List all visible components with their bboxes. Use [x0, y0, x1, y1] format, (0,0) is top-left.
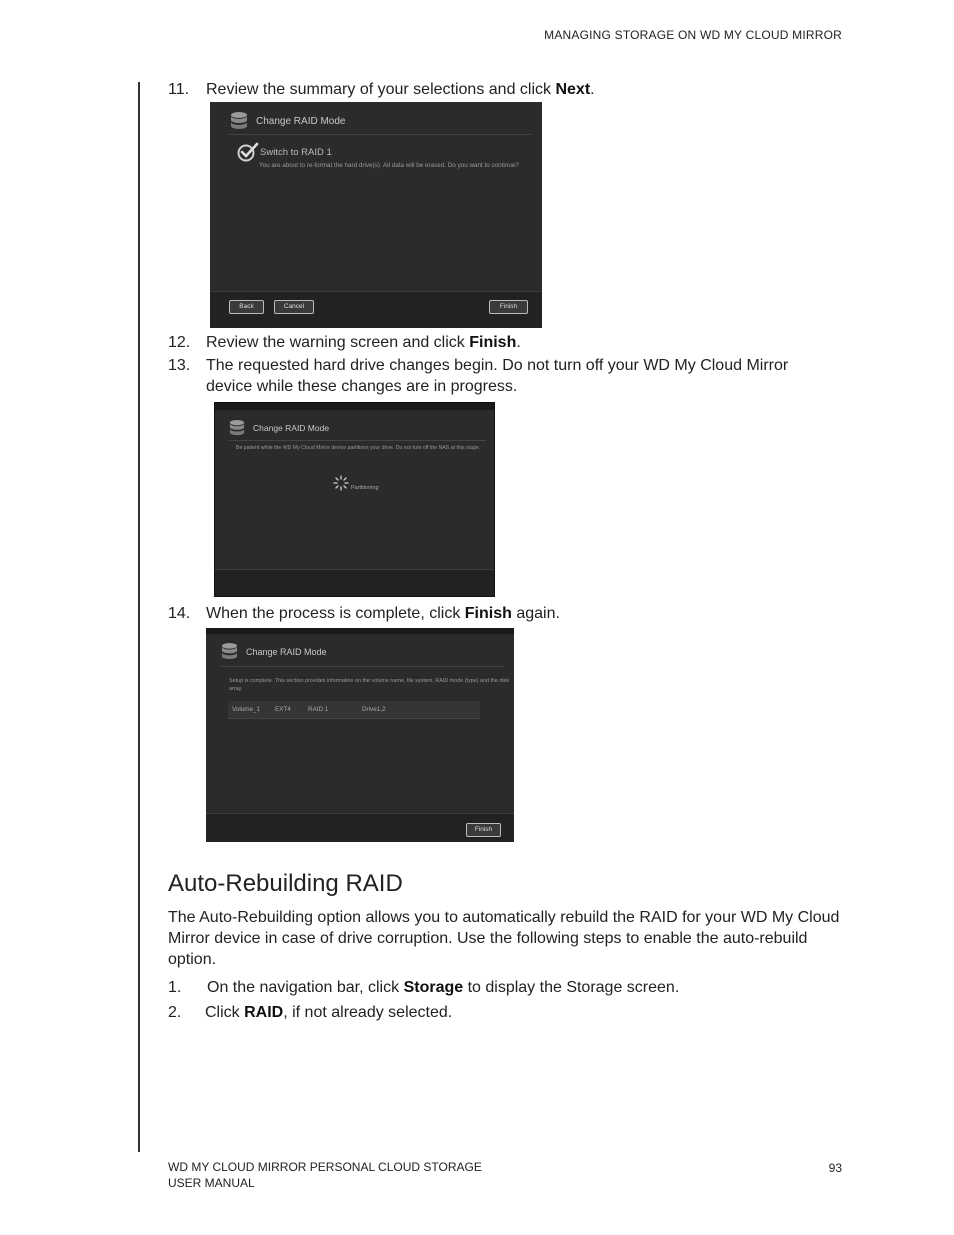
dialog-title: Change RAID Mode — [256, 115, 346, 127]
confirm-heading-row — [237, 142, 332, 162]
divider — [229, 440, 486, 441]
spinner-icon — [333, 475, 349, 491]
step-text-post: to display the Storage screen. — [463, 979, 680, 996]
step-text-pre: When the process is complete, click — [206, 605, 465, 622]
progress-message: Be patient while the WD My Cloud Mirror device partitions your drive. Do not turn off the NAS at this stage. — [236, 445, 481, 451]
step-text-bold: RAID — [244, 1004, 284, 1021]
back-button[interactable]: Back — [229, 300, 264, 314]
page-number: 93 — [828, 1161, 842, 1175]
step-text-post: again. — [511, 605, 560, 622]
step-text-pre: Click — [205, 1004, 245, 1021]
step-number: 14. — [168, 605, 191, 622]
step-text — [206, 603, 846, 624]
footer-line-1: WD MY CLOUD MIRROR PERSONAL CLOUD STORAGE — [168, 1160, 482, 1174]
step-text: The requested hard drive changes begin. Do not turn off your WD My Cloud Mirror device while these changes are in progress. — [206, 357, 789, 395]
dialog-footer — [215, 569, 494, 596]
finish-button[interactable]: Finish — [489, 300, 528, 314]
step-number: 2. — [168, 1004, 182, 1021]
volume-name: Volume_1 — [232, 706, 261, 713]
divider — [228, 134, 532, 135]
step-text — [207, 977, 847, 998]
step-text-post: , if not already selected. — [283, 1004, 453, 1021]
divider — [221, 666, 504, 667]
confirm-message: You are about to re-format the hard drive(s). All data will be erased. Do you want to continue? — [259, 162, 519, 169]
finish-button[interactable]: Finish — [466, 823, 501, 837]
progress-status: Partitioning — [351, 485, 379, 491]
step-14 — [168, 603, 868, 625]
completion-message: Setup is complete. This section provides information on the volume name, file system, RAID mode (type) and the disk array. — [229, 678, 510, 692]
footer-title — [168, 1159, 482, 1191]
screenshot-complete — [206, 628, 514, 842]
top-band — [206, 628, 514, 634]
step-text-pre: Review the warning screen and click — [206, 334, 470, 351]
step-text-bold: Next — [555, 81, 591, 98]
step-11 — [168, 79, 868, 101]
section-title: Auto-Rebuilding RAID — [168, 870, 403, 897]
step-text-bold: Finish — [464, 605, 512, 622]
dialog-title: Change RAID Mode — [253, 423, 330, 433]
database-icon — [221, 642, 238, 661]
screenshot-partitioning — [214, 402, 495, 597]
step-text — [206, 79, 846, 100]
disk-array: Drive1,2 — [362, 706, 386, 713]
section-step-2 — [168, 1002, 868, 1024]
step-12 — [168, 332, 868, 354]
section-paragraph: The Auto-Rebuilding option allows you to automatically rebuild the RAID for your WD My Cloud Mirror device in case of drive corruption. Use the following steps to enable the auto-rebuild option. — [168, 909, 840, 968]
checkmark-icon — [237, 142, 259, 162]
screenshot-switch-raid — [210, 102, 542, 328]
step-text-post: . — [590, 81, 595, 98]
step-text-bold: Finish — [469, 334, 517, 351]
running-header: MANAGING STORAGE ON WD MY CLOUD MIRROR — [544, 28, 842, 42]
step-text-post: . — [516, 334, 521, 351]
database-icon — [229, 419, 245, 437]
step-number: 13. — [168, 357, 191, 374]
top-band — [215, 403, 494, 410]
progress-indicator — [333, 475, 379, 491]
file-system: EXT4 — [275, 706, 291, 713]
step-text — [205, 1002, 845, 1023]
section-step-1 — [168, 977, 868, 999]
margin-rule — [138, 82, 140, 1152]
step-number: 11. — [168, 81, 190, 98]
step-text-bold: Storage — [403, 979, 464, 996]
dialog-title-row — [229, 419, 329, 437]
step-number: 12. — [168, 334, 191, 351]
step-13 — [168, 355, 868, 399]
volume-row — [228, 701, 480, 719]
dialog-title-row — [221, 642, 327, 661]
cancel-button[interactable]: Cancel — [274, 300, 314, 314]
database-icon — [230, 111, 248, 131]
dialog-title-row — [230, 111, 346, 131]
footer-line-2: USER MANUAL — [168, 1176, 255, 1190]
step-text-pre: Review the summary of your selections and click — [206, 81, 556, 98]
dialog-title: Change RAID Mode — [246, 646, 327, 657]
step-number: 1. — [168, 979, 182, 996]
step-text-pre: On the navigation bar, click — [207, 979, 404, 996]
raid-mode: RAID 1 — [308, 706, 329, 713]
step-text — [206, 332, 846, 353]
confirm-heading: Switch to RAID 1 — [260, 146, 332, 158]
